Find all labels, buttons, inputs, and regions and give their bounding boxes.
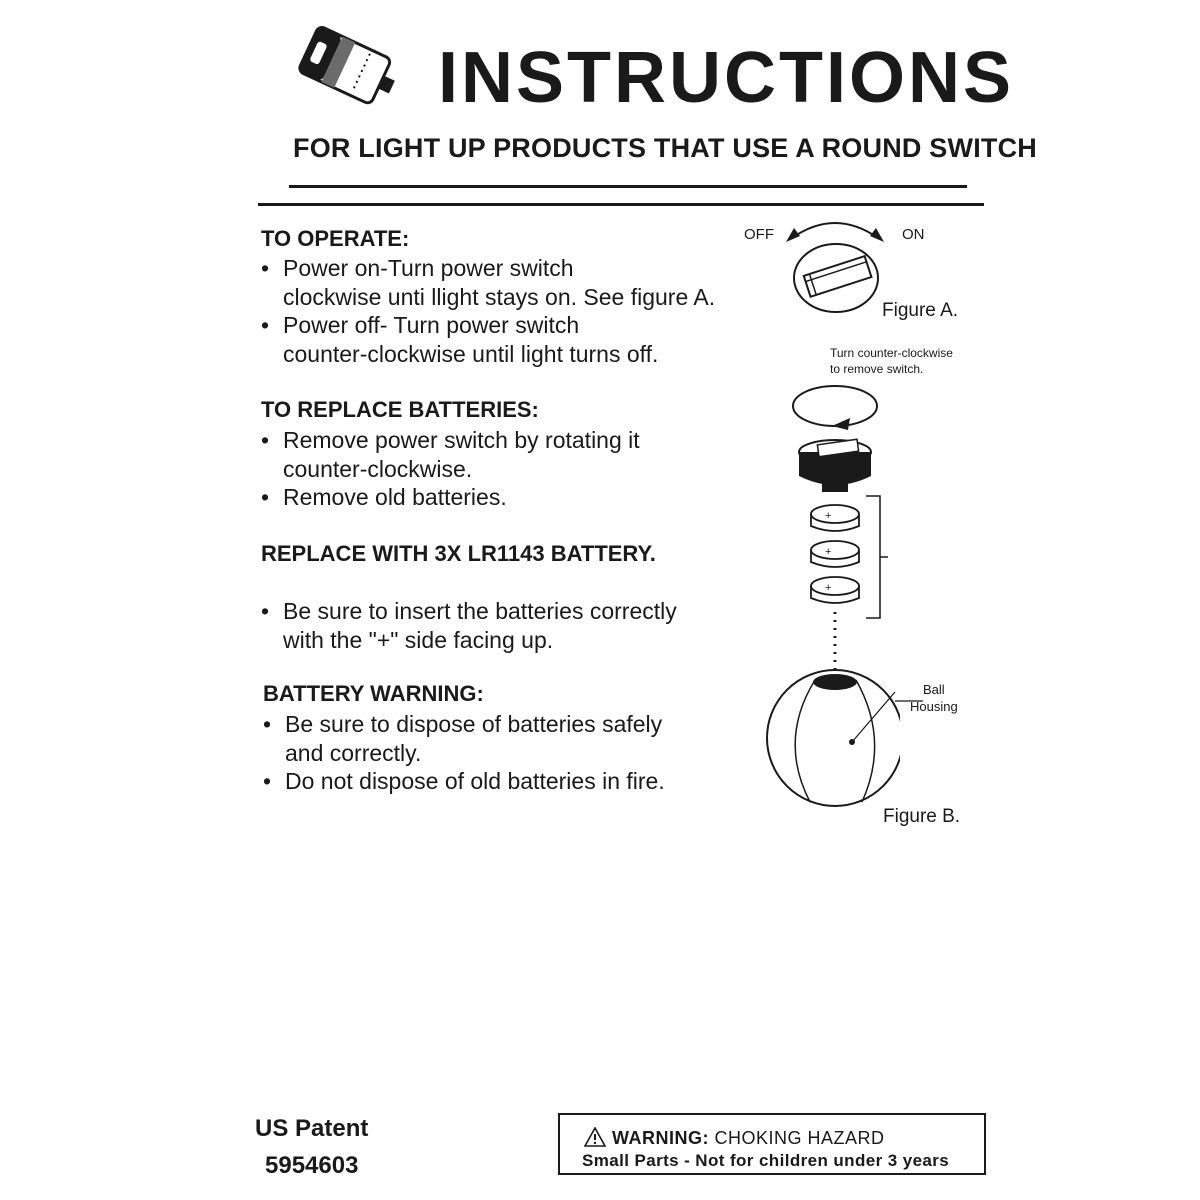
operate-heading: TO OPERATE: <box>261 226 410 251</box>
battery-type-heading: REPLACE WITH 3X LR1143 BATTERY. <box>261 541 656 566</box>
remove-switch-instruction: Turn counter-clockwise to remove switch. <box>830 346 953 376</box>
hazard-text: CHOKING HAZARD <box>714 1128 885 1148</box>
operate-bullet-2: • Power off- Turn power switch counter-clockwise until light turns off. <box>261 311 658 369</box>
divider <box>289 185 967 188</box>
battery-warning-heading: BATTERY WARNING: <box>263 681 484 706</box>
page-title: INSTRUCTIONS <box>438 38 1014 118</box>
operate-bullet-1: • Power on-Turn power switch clockwise unti llight stays on. See figure A. <box>261 254 715 312</box>
replace-bullet-1: • Remove power switch by rotating it counter-clockwise. <box>261 426 640 484</box>
off-label: OFF <box>744 226 774 243</box>
ball-housing-label: Ball Housing <box>910 682 958 714</box>
battery-plus-sign: + <box>825 510 832 522</box>
figure-b-caption: Figure B. <box>883 806 961 827</box>
battery-plus-sign: + <box>825 582 832 594</box>
warning-bullet-1: • Be sure to dispose of batteries safely and correctly. <box>263 710 662 768</box>
patent-number: 5954603 <box>265 1152 359 1179</box>
insert-bullet: • Be sure to insert the batteries correctly with the "+" side facing up. <box>261 597 677 655</box>
small-parts-text: Small Parts - Not for children under 3 years <box>582 1151 950 1170</box>
patent-label: US Patent <box>255 1115 369 1142</box>
warning-word: WARNING: <box>612 1128 709 1148</box>
battery-plus-sign: + <box>825 546 832 558</box>
choking-hazard-box <box>558 1113 986 1175</box>
on-label: ON <box>902 226 925 243</box>
round-switch-icon <box>790 240 890 316</box>
warning-bullet-2: • Do not dispose of old batteries in fire. <box>263 767 665 796</box>
page-subtitle: FOR LIGHT UP PRODUCTS THAT USE A ROUND SWITCH <box>293 133 1037 163</box>
warning-triangle-icon <box>584 1127 606 1152</box>
divider <box>258 203 984 206</box>
exploded-view-diagram <box>760 380 900 820</box>
figure-a-caption: Figure A. <box>882 300 959 321</box>
replace-bullet-2: • Remove old batteries. <box>261 483 507 512</box>
battery-switch-icon <box>283 20 413 120</box>
replace-heading: TO REPLACE BATTERIES: <box>261 397 539 422</box>
